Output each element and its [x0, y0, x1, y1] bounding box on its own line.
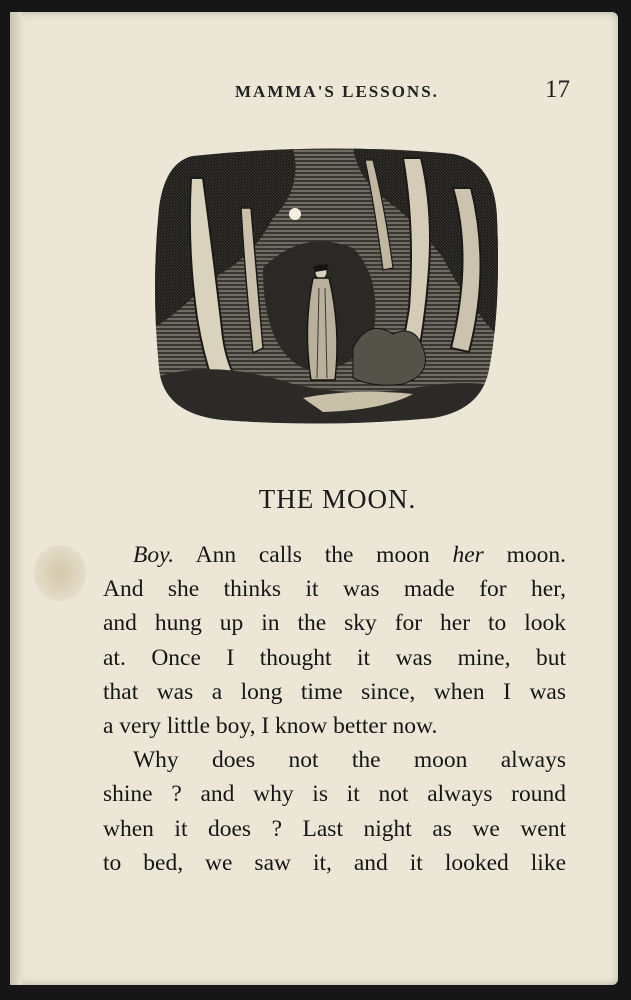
page-number: 17	[545, 76, 570, 103]
text-line: that was a long time since, when I was	[103, 678, 566, 705]
text-line: shine ? and why is it not always round	[103, 781, 566, 808]
emphasized-word: her	[452, 542, 484, 568]
paper-stain	[34, 545, 86, 601]
text-line: And she thinks it was made for her,	[103, 576, 566, 603]
moon-woodcut-illustration	[153, 148, 499, 424]
text-fragment: moon.	[506, 542, 567, 568]
flowering-bush	[353, 328, 426, 385]
text-line: Why does not the moon always	[133, 747, 566, 774]
running-head: MAMMA'S LESSONS.	[235, 82, 439, 101]
page-header	[100, 78, 570, 108]
speaker-label: Boy.	[133, 542, 175, 568]
text-line: to bed, we saw it, and it looked like	[103, 849, 566, 876]
text-line: when it does ? Last night as we went	[103, 815, 566, 842]
page-gutter	[10, 12, 22, 985]
text-line: a very little boy, I know better now.	[103, 713, 438, 740]
text-line: at. Once I thought it was mine, but	[103, 644, 566, 671]
text-line	[103, 538, 566, 572]
text-fragment: Ann calls the moon	[195, 542, 430, 568]
moon-icon	[289, 208, 301, 220]
text-line: and hung up in the sky for her to look	[103, 610, 566, 637]
body-text	[103, 538, 566, 880]
chapter-title: THE MOON.	[258, 484, 417, 514]
